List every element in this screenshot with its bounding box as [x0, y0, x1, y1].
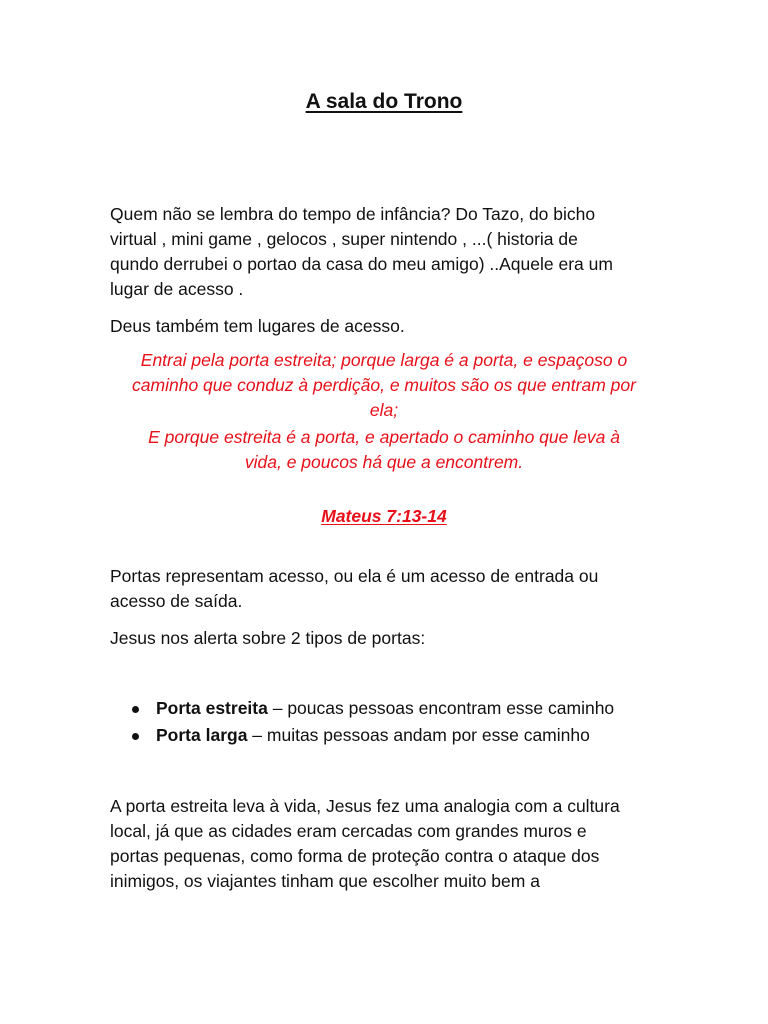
closing-line: portas pequenas, como forma de proteção contra o ataque dos — [110, 846, 600, 866]
list-item — [110, 722, 670, 749]
verse-line: caminho que conduz à perdição, e muitos são os que entram por — [132, 375, 636, 395]
bullet-term: Porta estreita — [156, 698, 268, 718]
verse-line: vida, e poucos há que a encontrem. — [244, 452, 524, 472]
bullet-desc: – poucas pessoas encontram esse caminho — [267, 698, 615, 718]
bullet-icon — [132, 706, 139, 713]
intro-line: lugar de acesso . — [110, 279, 244, 299]
list-item — [110, 695, 670, 722]
portas-line: Portas representam acesso, ou ela é um acesso de entrada ou — [110, 566, 599, 586]
jesus-paragraph — [110, 626, 658, 651]
bullet-icon — [132, 733, 139, 740]
bullet-desc: – muitas pessoas andam por esse caminho — [247, 725, 590, 745]
intro-line: Quem não se lembra do tempo de infância? Do Tazo, do bicho — [110, 204, 596, 224]
deus-paragraph — [110, 314, 658, 339]
verse-line: ela; — [369, 400, 399, 420]
intro-line: virtual , mini game , gelocos , super nintendo , ...( historia de — [110, 229, 578, 249]
portas-line: acesso de saída. — [110, 591, 243, 611]
closing-line: inimigos, os viajantes tinham que escolher muito bem a — [110, 871, 540, 891]
page-title: A sala do Trono — [305, 90, 463, 113]
closing-line: A porta estreita leva à vida, Jesus fez uma analogia com a cultura — [110, 796, 620, 816]
closing-paragraph — [110, 794, 658, 894]
verse-line: Entrai pela porta estreita; porque larga é a porta, e espaçoso o — [140, 350, 628, 370]
jesus-line: Jesus nos alerta sobre 2 tipos de portas: — [110, 628, 426, 648]
verse-line: E porque estreita é a porta, e apertado o caminho que leva à — [148, 427, 620, 447]
bullet-term: Porta larga — [156, 725, 248, 745]
closing-line: local, já que as cidades eram cercadas com grandes muros e — [110, 821, 587, 841]
portas-paragraph — [110, 564, 658, 614]
intro-line: qundo derrubei o portao da casa do meu amigo) ..Aquele era um — [110, 254, 613, 274]
deus-line: Deus também tem lugares de acesso. — [110, 316, 405, 336]
door-types-list — [110, 695, 670, 749]
intro-paragraph — [110, 202, 658, 302]
verse-reference: Mateus 7:13-14 — [321, 506, 447, 526]
